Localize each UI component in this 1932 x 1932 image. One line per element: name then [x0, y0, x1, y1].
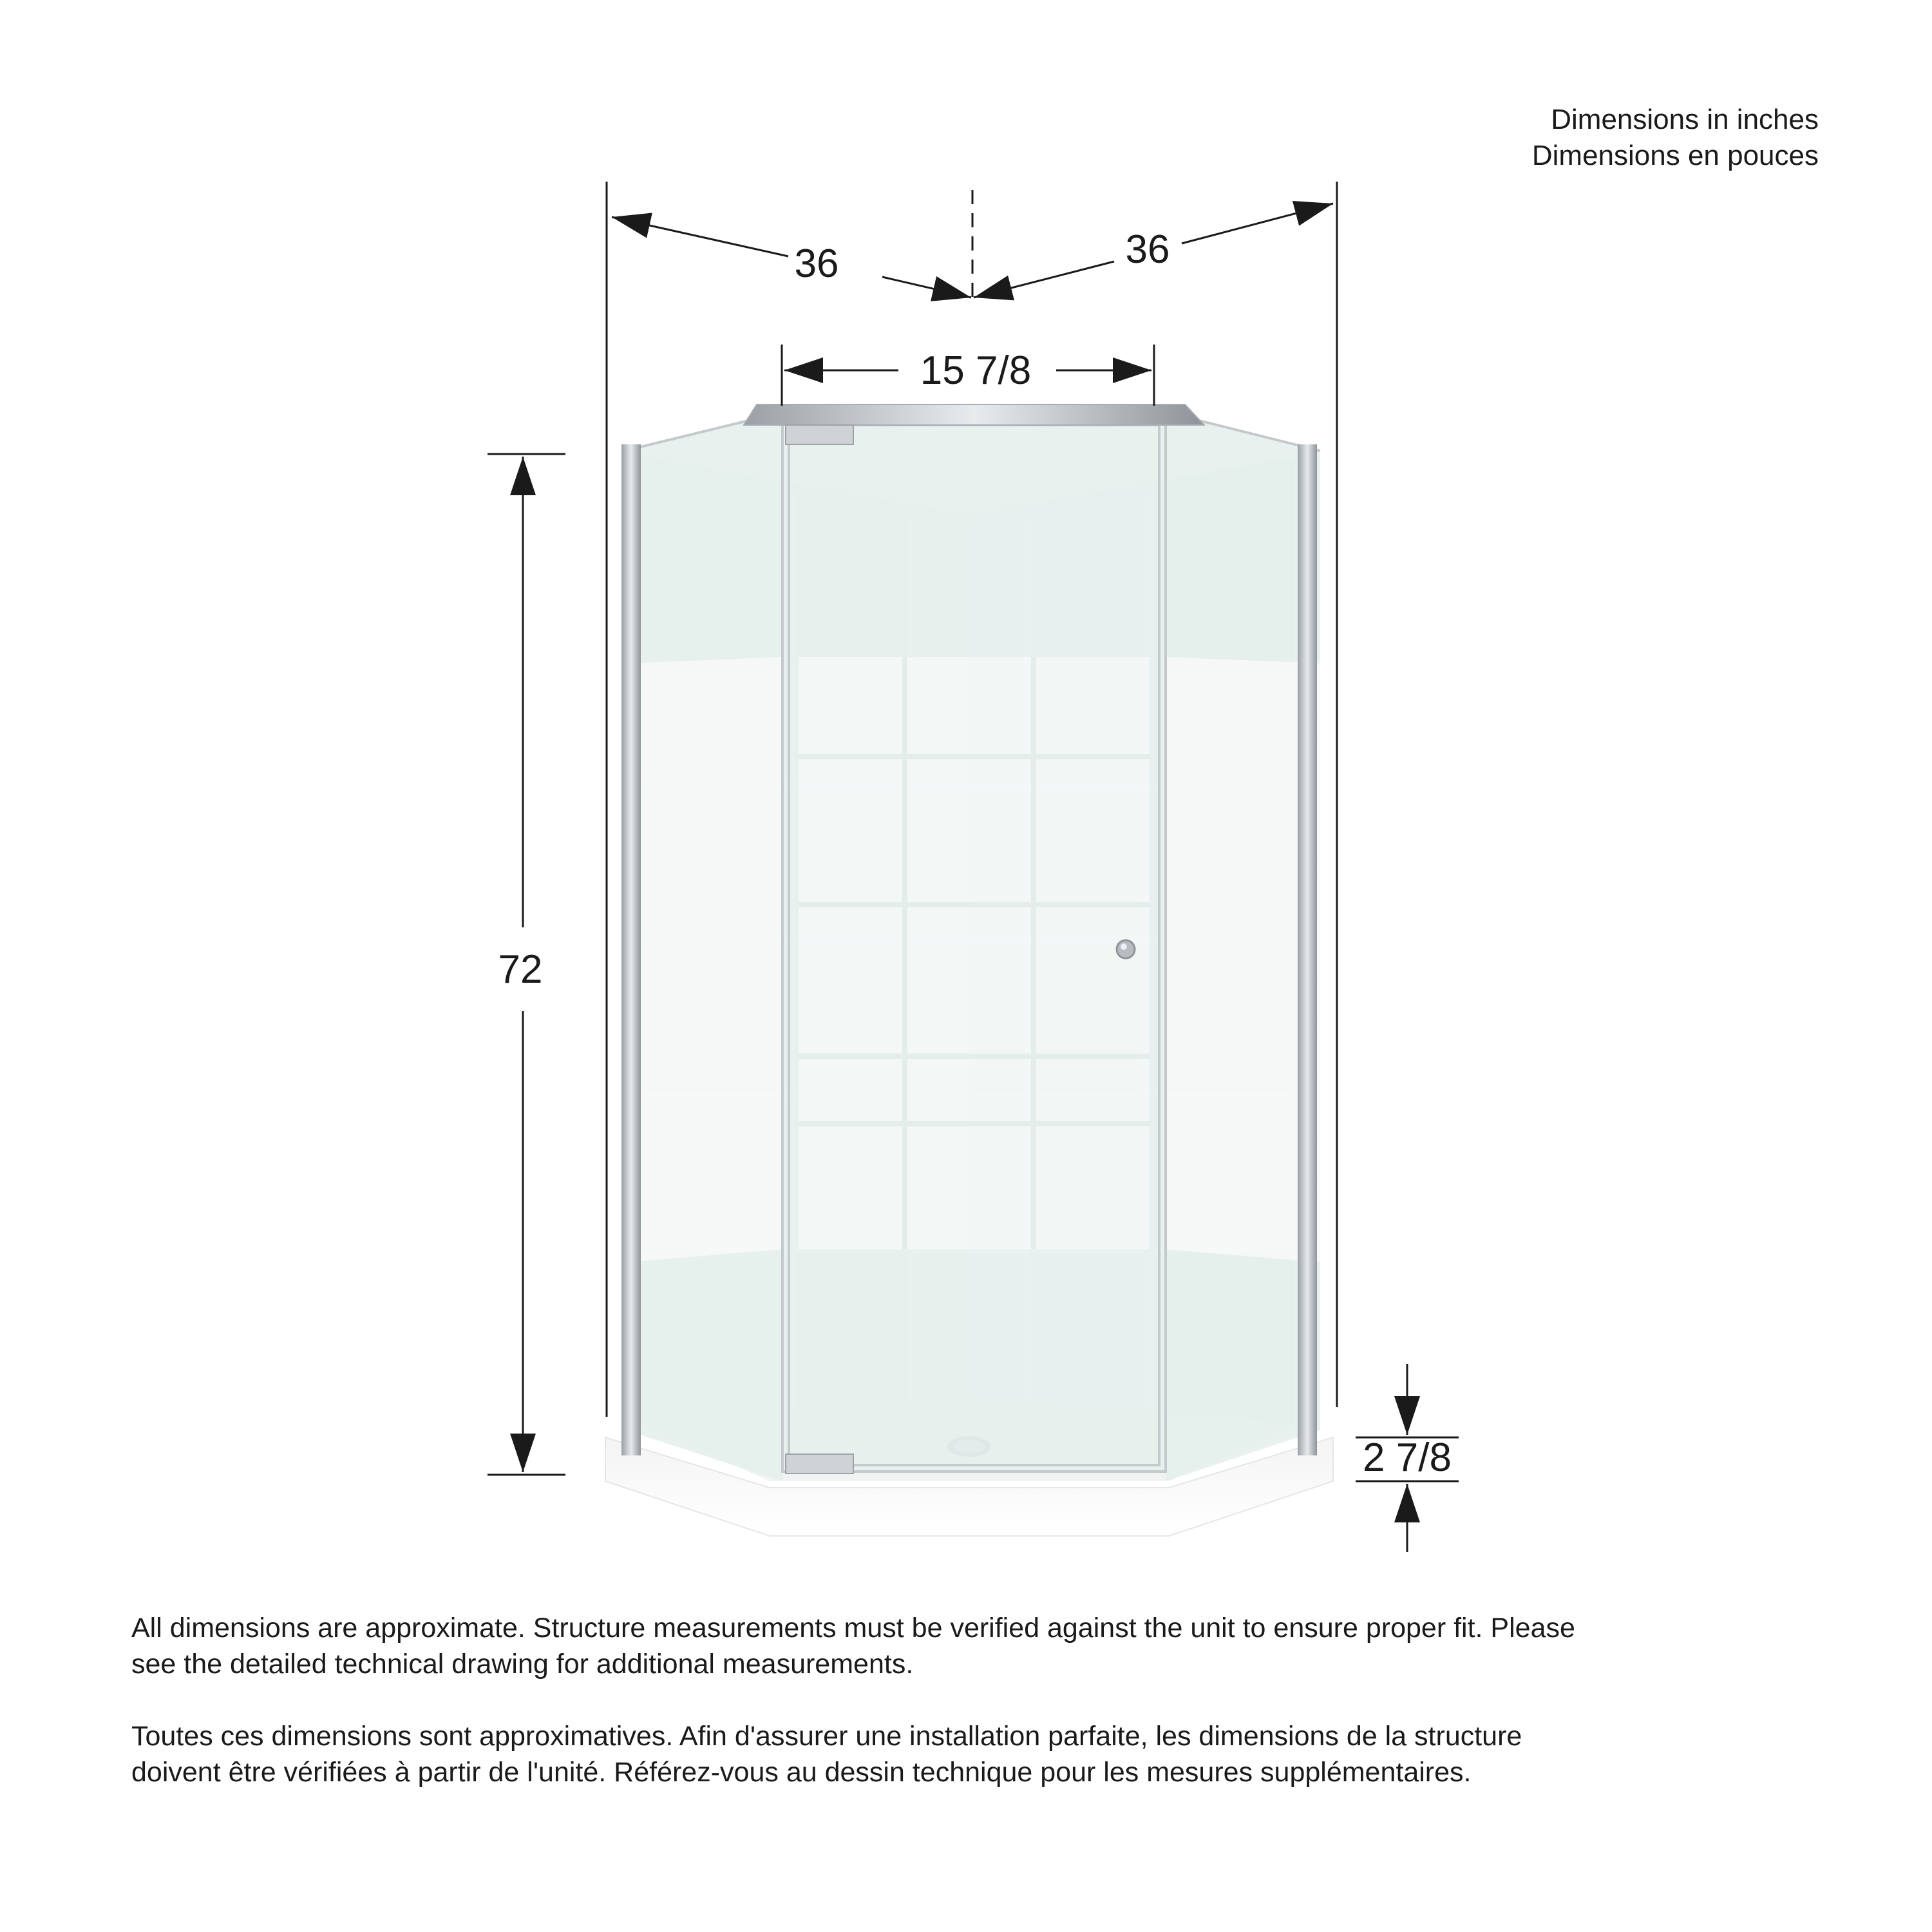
top-hinge [786, 425, 853, 444]
right-frost-band [1166, 657, 1320, 1262]
left-frost-band [628, 657, 782, 1262]
dim-line-left-wall-b [882, 277, 971, 298]
units-note [1532, 102, 1819, 174]
dim-label-door-opening: 15 7/8 [920, 348, 1032, 393]
disclaimer-notes [131, 1610, 1587, 1826]
dim-line-left-wall-a [612, 217, 788, 256]
dim-label-height: 72 [498, 947, 543, 992]
top-header-bar [744, 404, 1204, 425]
shower-enclosure [605, 404, 1333, 1536]
units-french: Dimensions en pouces [1531, 140, 1819, 171]
dim-label-left-wall: 36 [794, 242, 839, 286]
disclaimer-english: All dimensions are approximate. Structure measurements must be verified against the unit to ensure proper fit. Please see the detailed technical drawing for additional measurements. [131, 1613, 1575, 1680]
bottom-hinge [786, 1454, 853, 1473]
dim-label-right-wall: 36 [1125, 227, 1170, 272]
right-post [1298, 444, 1317, 1455]
door-knob [1117, 940, 1135, 958]
left-post [621, 444, 641, 1455]
disclaimer-french: Toutes ces dimensions sont approximatives. Afin d'assurer une installation parfaite, les dimensions de la structure doivent être vérifiées à partir de l'unité. Référez-vous au dessin technique pour les mesures supplémentaires. [131, 1721, 1522, 1788]
dim-line-right-wall-a [974, 261, 1114, 298]
units-english: Dimensions in inches [1551, 104, 1819, 135]
door-frost-band [799, 657, 1150, 1249]
dim-label-base-height: 2 7/8 [1363, 1435, 1452, 1480]
dim-line-right-wall-b [1182, 204, 1333, 243]
